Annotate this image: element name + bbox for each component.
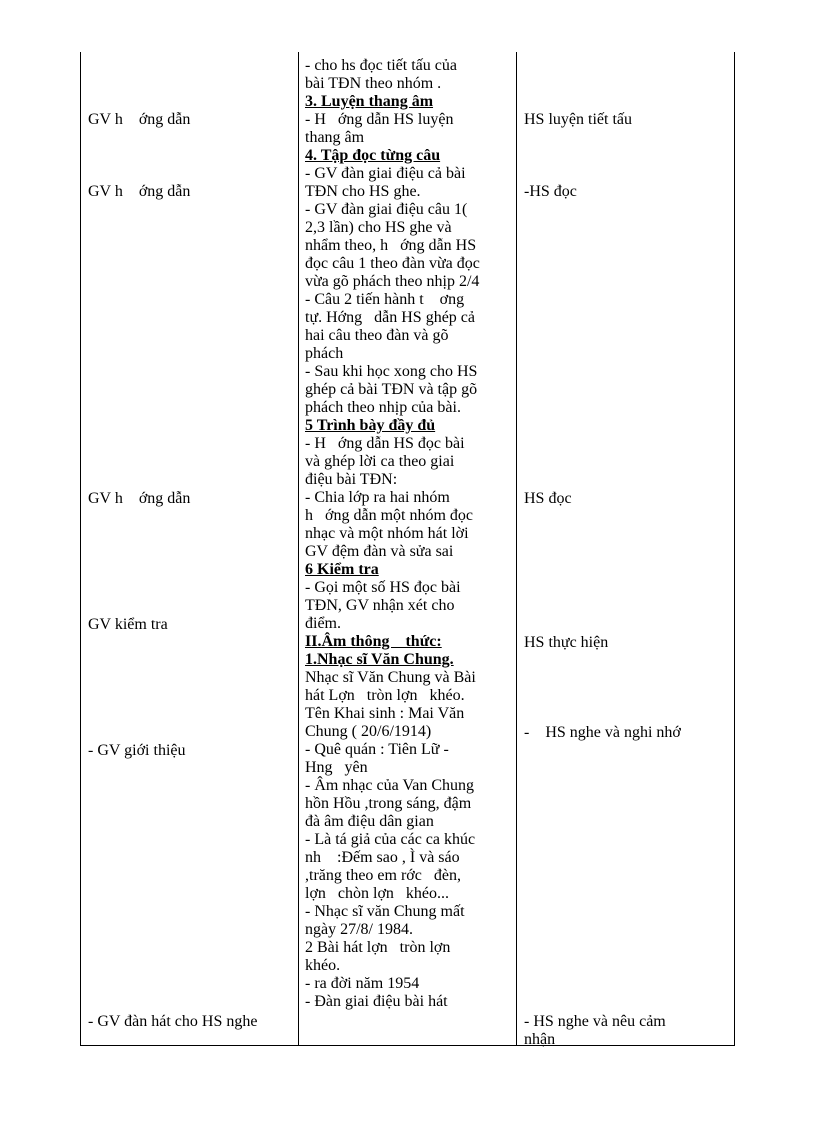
teacher-guide-1: GV h ớng dẫn [88,111,191,128]
table-divider-2 [516,52,517,1046]
content-line: vừa gõ phách theo nhịp 2/4 [305,273,480,290]
table-left-border [80,52,81,1046]
table-right-border [734,52,735,1046]
student-read-2: HS đọc [524,490,572,507]
student-feedback-line: - HS nghe và nêu cảm [524,1013,666,1030]
content-line: - Chia lớp ra hai nhóm [305,489,450,506]
content-line: - H ớng dẫn HS luyện [305,111,454,128]
content-line: h ớng dẫn một nhóm đọc [305,507,473,524]
content-line: - Quê quán : Tiên Lữ - [305,741,449,758]
teacher-guide-2: GV h ớng dẫn [88,183,191,200]
content-line: Chung ( 20/6/1914) [305,723,432,740]
content-line: Hng yên [305,759,368,776]
content-line: GV đệm đàn và sửa sai [305,543,454,560]
content-line: 2 Bài hát lợn tròn lợn [305,939,451,956]
student-read-1: -HS đọc [524,183,577,200]
section-4-heading: 4. Tập đọc từng câu [305,147,441,164]
content-line: Tên Khai sinh : Mai Văn [305,705,465,722]
content-line: điểm. [305,615,341,632]
content-column [305,57,510,1011]
section-ii-1-heading: 1.Nhạc sĩ Văn Chung. [305,651,454,668]
content-line: - GV đàn giai điệu cả bài [305,165,466,182]
content-line: hồn Hồu ,trong sáng, đậm [305,795,472,812]
student-feedback [524,1013,666,1049]
content-line: Nhạc sĩ Văn Chung và Bài [305,669,476,686]
content-line: bài TĐN theo nhóm . [305,75,442,92]
content-line: ghép cả bài TĐN và tập gõ [305,381,478,398]
content-line: - Sau khi học xong cho HS [305,363,478,380]
content-line: đà âm điệu dân gian [305,813,434,830]
teacher-intro: - GV giới thiệu [88,742,186,759]
content-line: khéo. [305,957,341,974]
content-line: lợn chòn lợn khéo... [305,885,450,902]
content-line: nhẩm theo, h ớng dẫn HS [305,237,477,254]
content-line: TĐN cho HS ghe. [305,183,421,200]
section-ii-heading: II.Âm thông thức: [305,633,442,650]
content-line: - Đàn giai điệu bài hát [305,993,448,1010]
content-line: - GV đàn giai điệu câu 1( [305,201,468,218]
content-line: - Nhạc sĩ văn Chung mất [305,903,465,920]
section-5-heading: 5 Trình bày đầy đủ [305,417,436,434]
content-line: ngày 27/8/ 1984. [305,921,413,938]
content-line: hát Lợn tròn lợn khéo. [305,687,465,704]
content-line: đọc câu 1 theo đàn vừa đọc [305,255,480,272]
content-line: nhạc và một nhóm hát lời [305,525,469,542]
table-divider-1 [298,52,299,1046]
teacher-check: GV kiểm tra [88,616,168,633]
content-line: và ghép lời ca theo giai [305,453,455,470]
content-line: phách theo nhịp của bài. [305,399,461,416]
content-line: 2,3 lần) cho HS ghe và [305,219,452,236]
section-3-heading: 3. Luyện thang âm [305,93,434,110]
content-line: nh :Đếm sao , Ì và sáo [305,849,460,866]
content-line: điệu bài TĐN: [305,471,398,488]
student-rhythm: HS luyện tiết tấu [524,111,632,128]
content-line: - Là tá giả của các ca khúc [305,831,476,848]
teacher-sing: - GV đàn hát cho HS nghe [88,1013,258,1030]
content-line: hai câu theo đàn và gõ [305,327,449,344]
content-line: TĐN, GV nhận xét cho [305,597,455,614]
content-line: tự. Hớng dẫn HS ghép cả [305,309,475,326]
teacher-guide-3: GV h ớng dẫn [88,490,191,507]
content-line: - Âm nhạc của Van Chung [305,777,474,794]
content-line: thang âm [305,129,365,146]
content-line: - ra đời năm 1954 [305,975,420,992]
content-line: - cho hs đọc tiết tấu của [305,57,457,74]
student-feedback-line: nhận [524,1031,556,1048]
student-listen: - HS nghe và nghi nhớ [524,724,681,741]
content-line: - H ớng dẫn HS đọc bài [305,435,465,452]
student-perform: HS thực hiện [524,634,609,651]
section-6-heading: 6 Kiểm tra [305,561,379,578]
content-line: - Gọi một số HS đọc bài [305,579,461,596]
content-line: ,trăng theo em rớc đèn, [305,867,461,884]
content-line: phách [305,345,344,362]
content-line: - Câu 2 tiến hành t ơng [305,291,465,308]
